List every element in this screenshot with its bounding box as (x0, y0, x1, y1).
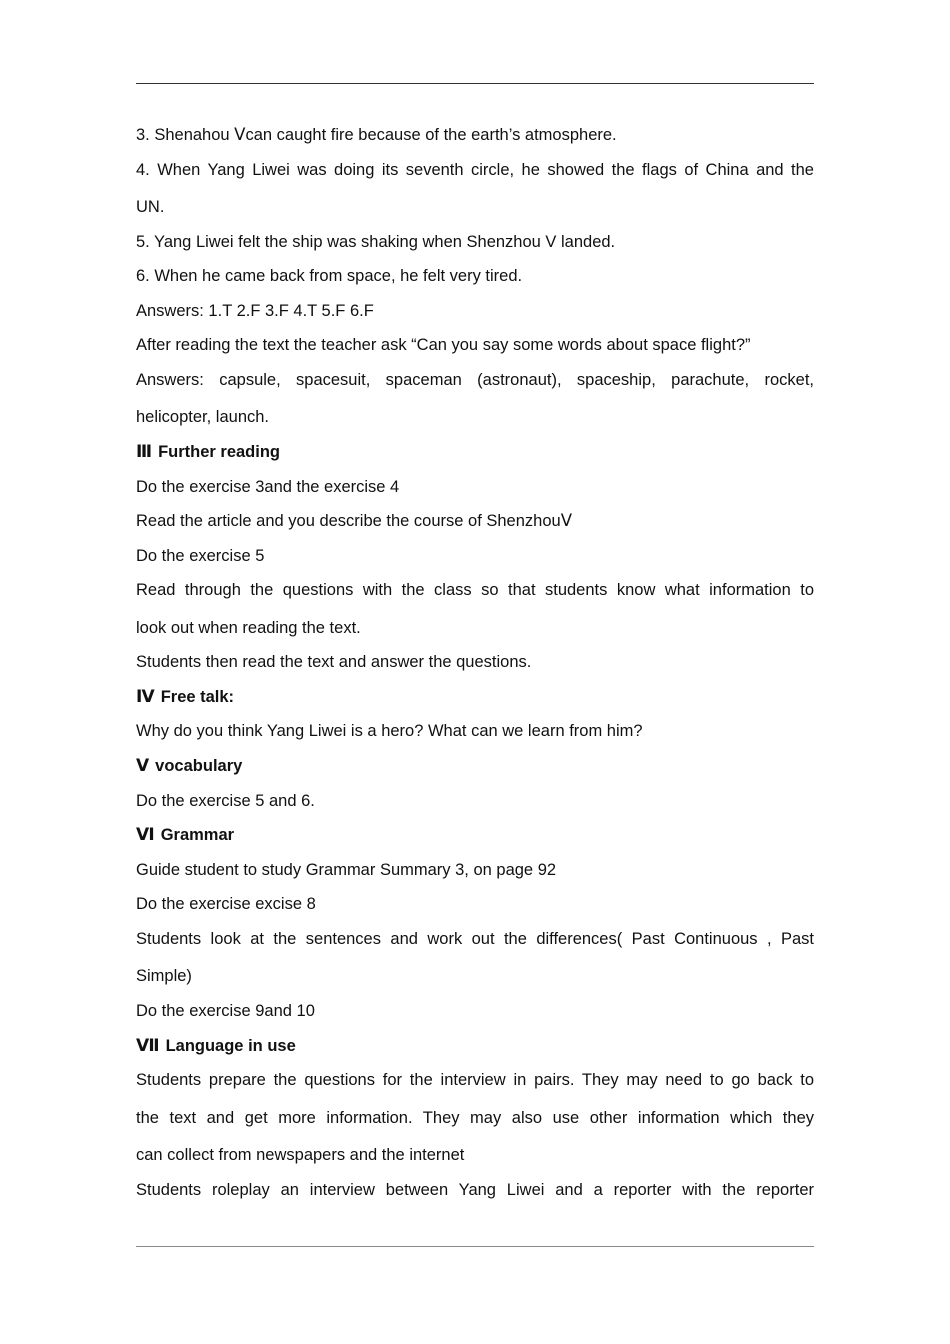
paragraph-line: 3. Shenahou Ⅴcan caught fire because of the earth’s atmosphere. (136, 126, 617, 144)
section-numeral: Ⅳ (136, 686, 155, 707)
section-title: Further reading (158, 442, 281, 461)
paragraph-line: Do the exercise 5 (136, 546, 265, 565)
section-heading-vocabulary (136, 750, 814, 785)
section-heading-free-talk (136, 681, 814, 716)
paragraph-line: 5. Yang Liwei felt the ship was shaking when Shenzhou V landed. (136, 232, 616, 251)
footer-rule (136, 1246, 814, 1247)
section-title: Grammar (160, 826, 235, 845)
paragraph-line: Do the exercise 5 and 6. (136, 791, 315, 810)
paragraph-line: 6. When he came back from space, he felt very tired. (136, 267, 523, 286)
answer-line: Answers: capsule, spacesuit, spaceman (astronaut), spaceship, parachute, rocket, (136, 370, 814, 389)
paragraph-line: Students then read the text and answer the questions. (136, 653, 532, 672)
paragraph-line: 4. When Yang Liwei was doing its seventh circle, he showed the flags of China and the (136, 160, 814, 179)
paragraph-line: Students prepare the questions for the interview in pairs. They may need to go back to (136, 1071, 814, 1090)
section-heading-further-reading (136, 436, 814, 471)
paragraph-line: can collect from newspapers and the internet (136, 1146, 465, 1164)
paragraph-line: Simple) (136, 967, 192, 986)
answer-line: Answers: 1.T 2.F 3.F 4.T 5.F 6.F (136, 301, 374, 320)
paragraph-line: look out when reading the text. (136, 618, 361, 637)
paragraph-line: Guide student to study Grammar Summary 3, on page 92 (136, 860, 557, 879)
paragraph-line: Read through the questions with the class so that students know what information to (136, 581, 814, 600)
section-title: Free talk: (160, 687, 235, 706)
paragraph-line: helicopter, launch. (136, 408, 270, 427)
section-heading-language-in-use (136, 1030, 814, 1065)
paragraph-line: Students roleplay an interview between Yang Liwei and a reporter with the reporter (136, 1180, 814, 1199)
paragraph-line: UN. (136, 197, 165, 216)
section-numeral: Ⅲ (136, 441, 153, 462)
paragraph-line: Do the exercise 9and 10 (136, 1002, 315, 1021)
paragraph-line: Why do you think Yang Liwei is a hero? What can we learn from him? (136, 722, 643, 741)
paragraph-line: Do the exercise excise 8 (136, 895, 316, 914)
document-body (136, 119, 814, 1208)
paragraph-line: Read the article and you describe the course of ShenzhouⅤ (136, 512, 572, 531)
section-numeral: Ⅵ (136, 825, 155, 846)
section-numeral: Ⅶ (136, 1035, 160, 1056)
section-numeral: Ⅴ (136, 756, 150, 777)
header-rule (136, 83, 814, 84)
section-title: Language in use (165, 1036, 296, 1055)
paragraph-line: Students look at the sentences and work out the differences( Past Continuous , Past (136, 930, 814, 949)
paragraph-line: After reading the text the teacher ask “Can you say some words about space flight?” (136, 336, 751, 355)
section-heading-grammar (136, 819, 814, 854)
paragraph-line: Do the exercise 3and the exercise 4 (136, 477, 400, 496)
section-title: vocabulary (155, 757, 243, 776)
paragraph-line: the text and get more information. They may also use other information which they (136, 1108, 814, 1127)
